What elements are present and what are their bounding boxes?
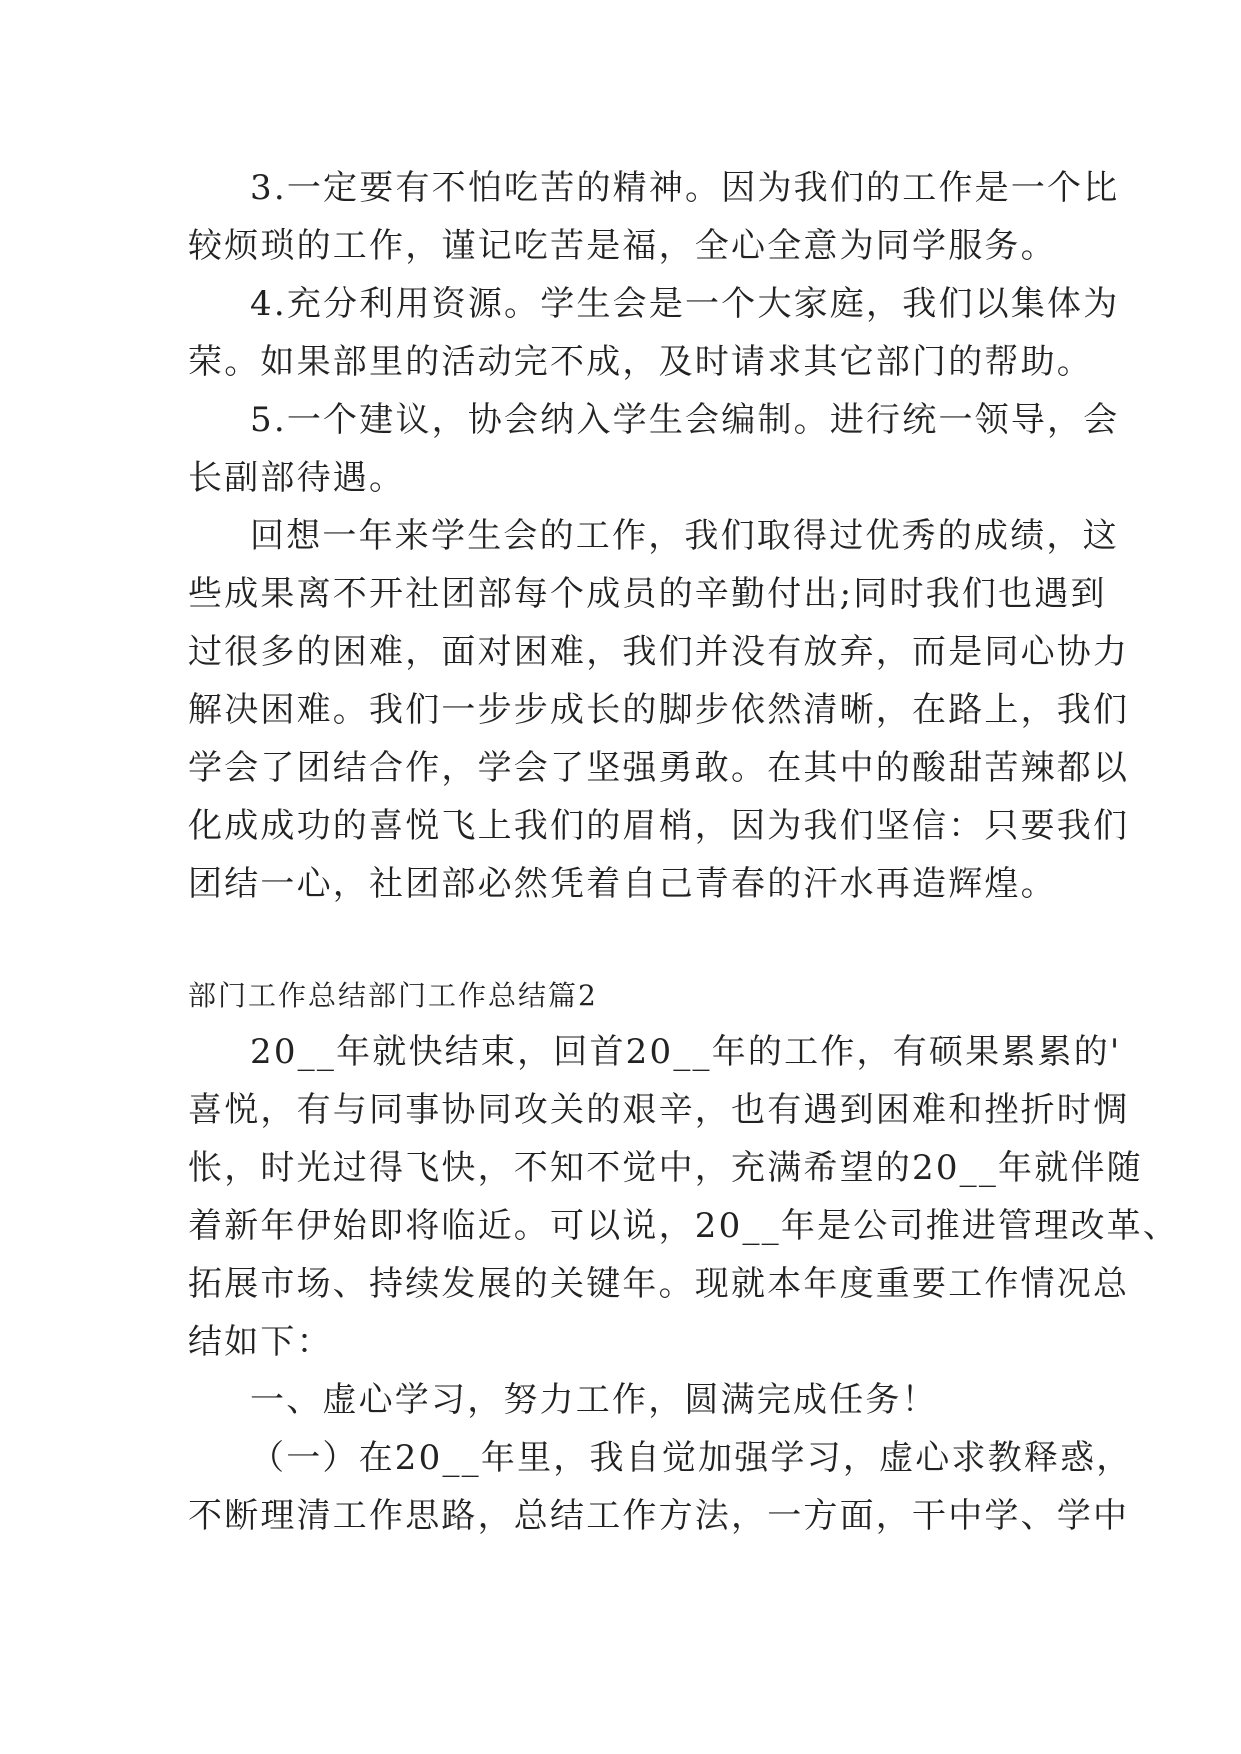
reflection-line-1: 回想一年来学生会的工作，我们取得过优秀的成绩，这	[250, 516, 1119, 556]
reflection-line-2: 些成果离不开社团部每个成员的辛勤付出;同时我们也遇到	[188, 574, 1107, 614]
paragraph-4-line-1: 4.充分利用资源。学生会是一个大家庭，我们以集体为	[250, 284, 1120, 324]
reflection-line-5: 学会了团结合作，学会了坚强勇敢。在其中的酸甜苦辣都以	[188, 748, 1130, 788]
paragraph-4-line-2: 荣。如果部里的活动完不成，及时请求其它部门的帮助。	[188, 342, 1093, 382]
item-one-line-1: （一）在20__年里，我自觉加强学习，虚心求教释惑，	[250, 1438, 1133, 1478]
reflection-line-6: 化成成功的喜悦飞上我们的眉梢，因为我们坚信：只要我们	[188, 806, 1130, 846]
paragraph-3-line-1: 3.一定要有不怕吃苦的精神。因为我们的工作是一个比	[250, 168, 1120, 208]
intro-line-1: 20__年就快结束，回首20__年的工作，有硕果累累的'	[250, 1032, 1122, 1072]
intro-line-5: 拓展市场、持续发展的关键年。现就本年度重要工作情况总	[188, 1264, 1130, 1304]
intro-line-2: 喜悦，有与同事协同攻关的艰辛，也有遇到困难和挫折时惆	[188, 1090, 1130, 1130]
reflection-line-3: 过很多的困难，面对困难，我们并没有放弃，而是同心协力	[188, 632, 1130, 672]
paragraph-3-line-2: 较烦琐的工作，谨记吃苦是福，全心全意为同学服务。	[188, 226, 1057, 266]
paragraph-5-line-2: 长副部待遇。	[188, 458, 406, 498]
paragraph-5-line-1: 5.一个建议，协会纳入学生会编制。进行统一领导，会	[250, 400, 1120, 440]
reflection-line-4: 解决困难。我们一步步成长的脚步依然清晰，在路上，我们	[188, 690, 1130, 730]
intro-line-3: 怅，时光过得飞快，不知不觉中，充满希望的20__年就伴随	[188, 1148, 1143, 1188]
section-heading: 部门工作总结部门工作总结篇2	[188, 979, 598, 1012]
intro-line-4: 着新年伊始即将临近。可以说，20__年是公司推进管理改革、	[188, 1206, 1180, 1246]
subheading-one: 一、虚心学习，努力工作，圆满完成任务！	[250, 1380, 938, 1420]
item-one-line-2: 不断理清工作思路，总结工作方法，一方面，干中学、学中	[188, 1496, 1130, 1536]
intro-line-6: 结如下：	[188, 1322, 333, 1362]
reflection-line-7: 团结一心，社团部必然凭着自己青春的汗水再造辉煌。	[188, 864, 1057, 904]
